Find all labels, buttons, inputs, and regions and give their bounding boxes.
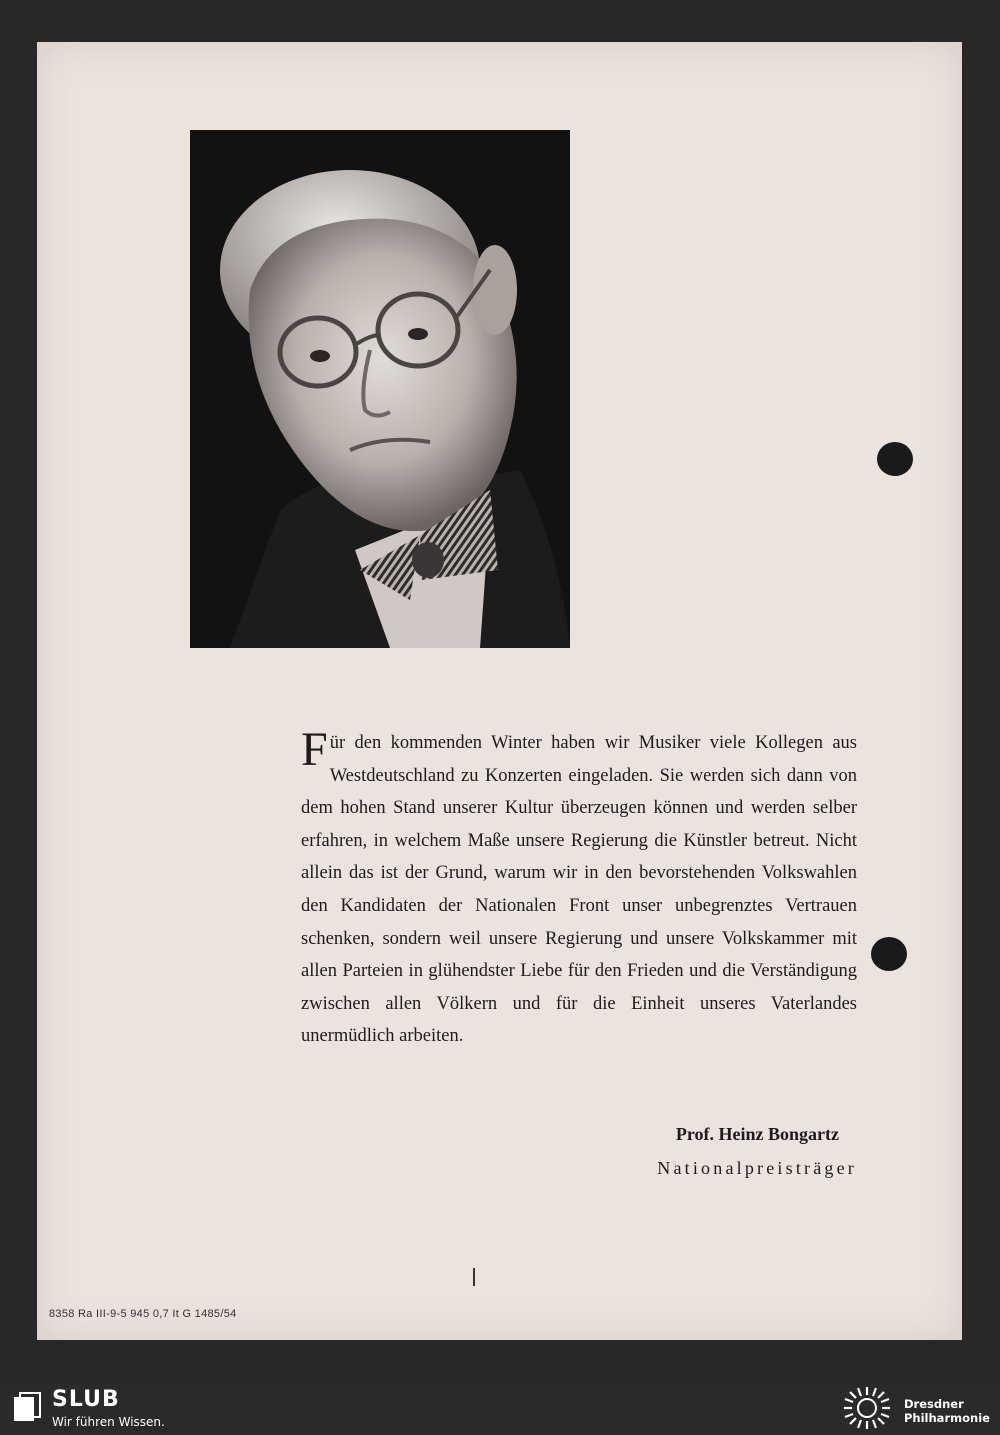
slub-tagline: Wir führen Wissen. xyxy=(52,1415,165,1429)
slub-name[interactable]: SLUB xyxy=(52,1387,120,1412)
print-code: 8358 Ra III-9-5 945 0,7 It G 1485/54 xyxy=(49,1308,237,1320)
sunburst-logo-icon[interactable] xyxy=(842,1385,892,1435)
footer-bar xyxy=(0,1383,1000,1433)
drop-cap: F xyxy=(301,723,328,776)
partner-name-line1: Dresdner xyxy=(904,1397,964,1411)
letter-body: ür den kommenden Winter haben wir Musiker viele Kollegen aus Westdeutschland zu Konzerten eingeladen. Sie werden sich dann von dem hohen Stand unserer Kultur überzeugen können und werden selber erfahren, in welchem Maße unsere Regierung die Künstler betreut. Nicht allein das ist der Grund, warum wir in den bevorstehenden Volkswahlen den Kandidaten der Nationalen Front unser unbegrenztes Vertrauen schenken, sondern weil unsere Regierung und unsere Volkskammer mit allen Parteien in glühendster Liebe für den Frieden und die Verständigung zwischen allen Völkern und für die Einheit unseres Vaterlandes unermüdlich arbeiten. xyxy=(301,733,857,1047)
document-page xyxy=(37,42,962,1340)
signature-title: Nationalpreisträger xyxy=(657,1158,857,1178)
partner-name[interactable] xyxy=(904,1397,1000,1425)
punch-hole xyxy=(871,937,907,971)
portrait-photo xyxy=(190,130,570,648)
partner-name-line2: Philharmonie xyxy=(904,1411,990,1425)
fold-mark xyxy=(473,1268,475,1286)
letter-text xyxy=(301,723,857,1053)
slub-logo-icon[interactable] xyxy=(12,1391,42,1427)
signature-name: Prof. Heinz Bongartz xyxy=(675,1124,839,1144)
punch-hole xyxy=(877,442,913,476)
